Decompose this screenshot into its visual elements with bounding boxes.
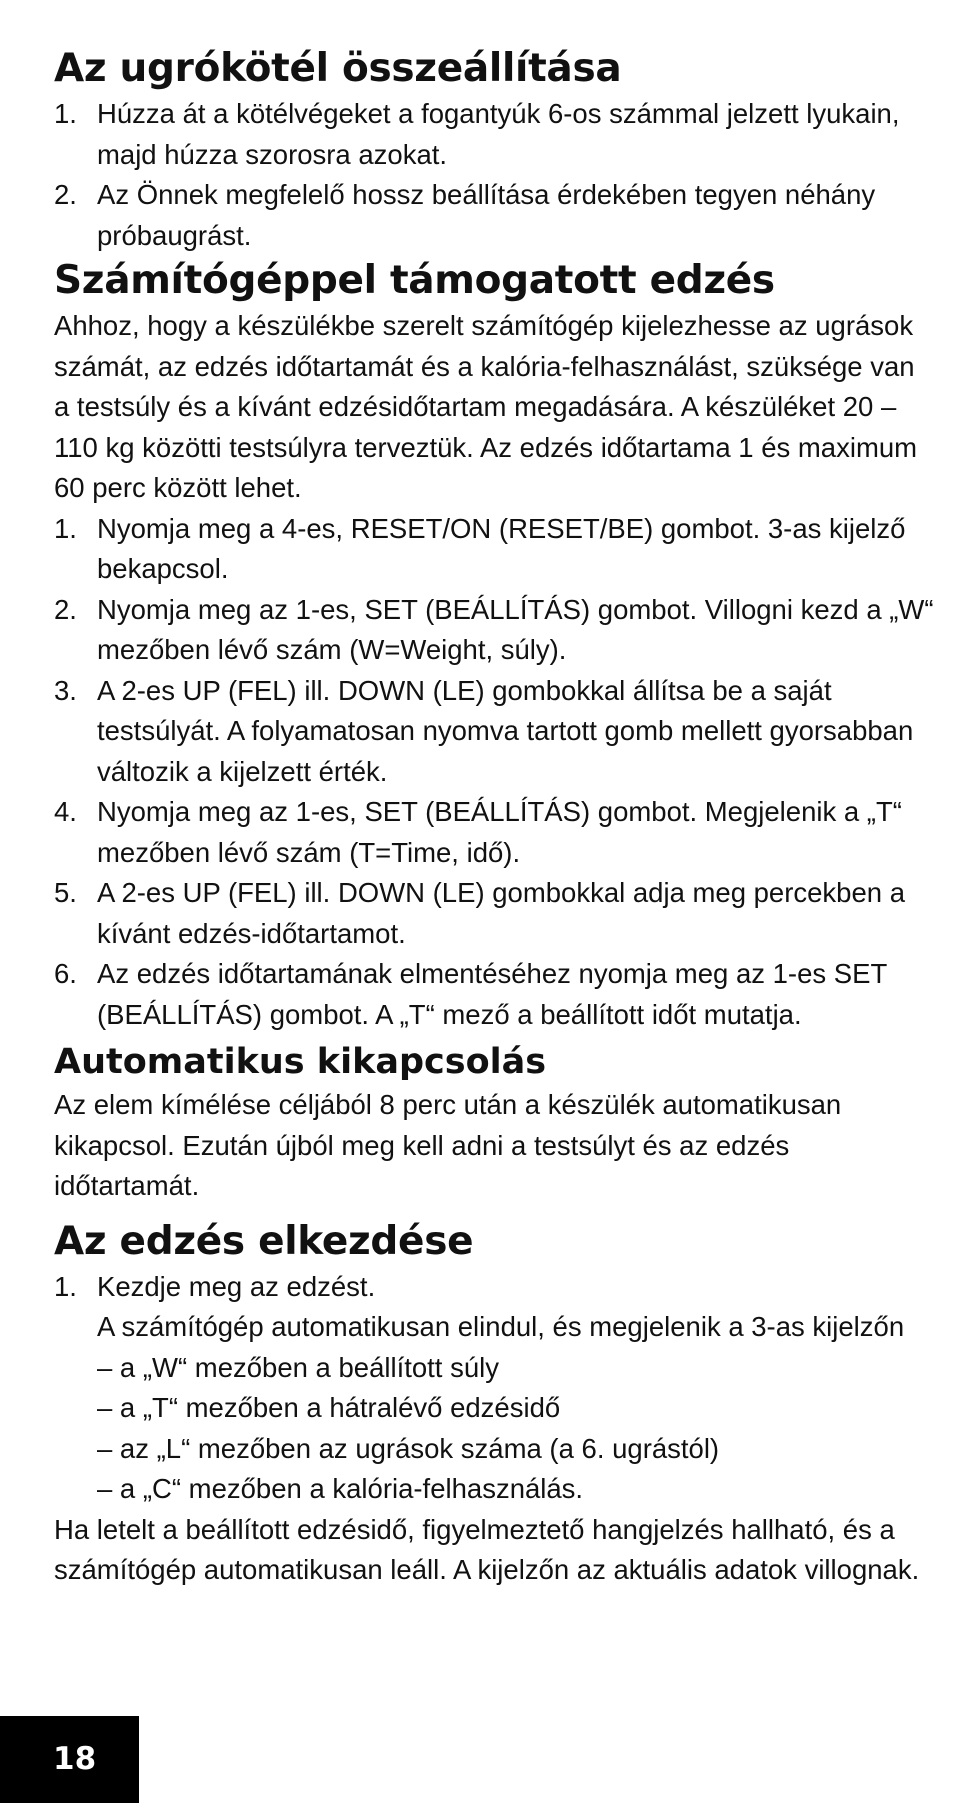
display-field-item: – a „T“ mezőben a hátralévő edzésidő [97,1392,561,1423]
list-item [54,175,934,256]
list-item [54,94,934,175]
section-title-assembly: Az ugrókötél összeállítása [54,46,622,91]
computer-steps [54,509,934,1036]
step-text: Nyomja meg a 4-es, RESET/ON (RESET/BE) gombot. 3-as kijelző bekapcsol. [97,512,906,584]
step-text: A 2-es UP (FEL) ill. DOWN (LE) gombokkal adja meg percekben a kívánt edzés-időtartamot. [97,877,906,949]
page-number: 18 [0,1716,139,1803]
step-text: Az Önnek megfelelő hossz beállítása érdekében tegyen néhány próbaugrást. [97,179,876,251]
step-text: Húzza át a kötélvégeket a fogantyúk 6-os számmal jelzett lyukain, majd húzza szorosra azokat. [97,98,900,170]
step-number: 1. [54,1270,77,1302]
list-item [54,671,934,793]
step-text: Az edzés időtartamának elmentéséhez nyomja meg az 1-es SET (BEÁLLÍTÁS) gombot. A „T“ mező a beállított időt mutatja. [97,958,887,1030]
step-number: 4. [54,796,77,827]
list-item [54,954,934,1035]
step-text: Nyomja meg az 1-es, SET (BEÁLLÍTÁS) gombot. Megjelenik a „T“ mezőben lévő szám (T=Time, idő). [97,796,902,868]
list-item [54,1267,934,1510]
step-number: 6. [54,958,77,989]
list-item [54,792,934,873]
auto-off-text: Az elem kímélése céljából 8 perc után a készülék automatikusan kikapcsol. Ezután újból meg kell adni a testsúlyt és az edzés időtartamát. [54,1089,842,1201]
step-detail: A számítógép automatikusan elindul, és megjelenik a 3-as kijelzőn [97,1311,905,1342]
computer-intro: Ahhoz, hogy a készülékbe szerelt számítógép kijelezhesse az ugrások számát, az edzés időtartamát és a kalória-felhasználást, szüksége van a testsúly és a kívánt edzésidőtartam megadására. A készüléket 20 – 110 kg közötti testsúlyra terveztük. Az edzés időtartama 1 és maximum 60 perc között lehet. [54,310,918,503]
start-closing-text: Ha letelt a beállított edzésidő, figyelmeztető hangjelzés hallható, és a számítógép automatikusan leáll. A kijelzőn az aktuális adatok villognak. [54,1513,920,1585]
manual-page [54,44,934,1591]
section-title-computer: Számítógéppel támogatott edzés [54,258,775,303]
start-steps [54,1267,934,1510]
step-text: Nyomja meg az 1-es, SET (BEÁLLÍTÁS) gombot. Villogni kezd a „W“ mezőben lévő szám (W=Weight, súly). [97,593,934,665]
display-field-item: – az „L“ mezőben az ugrások száma (a 6. ugrástól) [97,1432,720,1464]
list-item [54,873,934,954]
section-title-start: Az edzés elkezdése [54,1218,474,1264]
step-number: 1. [54,512,77,544]
step-number: 1. [54,98,77,129]
display-field-item: – a „W“ mezőben a beállított súly [97,1351,499,1383]
step-text: Kezdje meg az edzést. [97,1270,376,1302]
step-text: A 2-es UP (FEL) ill. DOWN (LE) gombokkal állítsa be a saját testsúlyát. A folyamatosan nyomva tartott gomb mellett gyorsabban változik a kijelzett érték. [97,674,914,787]
list-item [54,590,934,671]
assembly-steps [54,94,934,256]
section-title-auto-off: Automatikus kikapcsolás [54,1042,547,1082]
step-number: 3. [54,674,77,706]
step-number: 2. [54,179,77,210]
step-number: 5. [54,877,77,908]
list-item [54,509,934,590]
display-field-item: – a „C“ mezőben a kalória-felhasználás. [97,1473,584,1504]
step-number: 2. [54,593,77,625]
